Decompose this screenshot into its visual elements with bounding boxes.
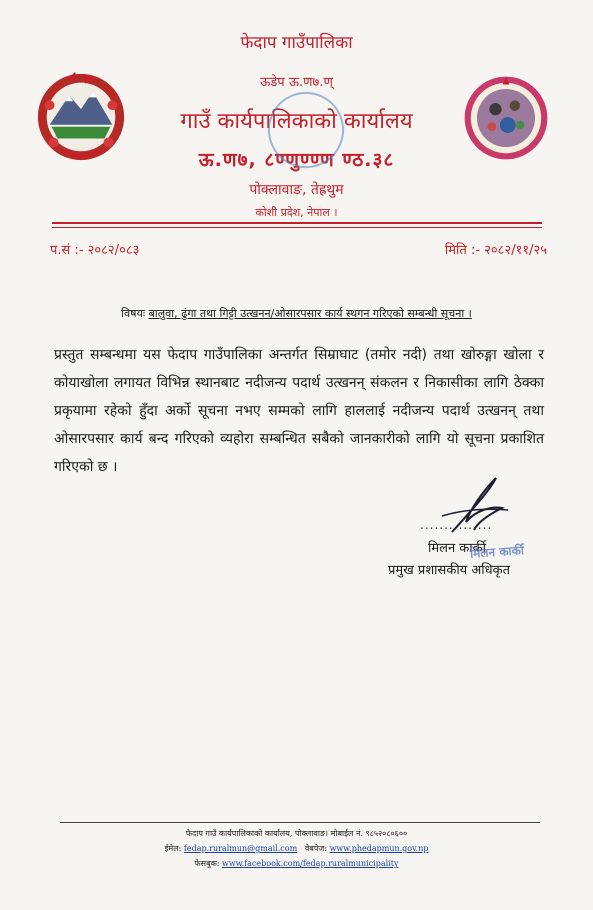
name-stamp: मिलन कार्की (469, 543, 525, 561)
footer-divider (60, 822, 540, 823)
province-line: कोशी प्रदेश, नेपाल । (255, 206, 338, 219)
facebook-link[interactable]: www.facebook.com/fedap.ruralmunicipality (222, 859, 399, 868)
signature-dots: ............... (420, 518, 493, 532)
office-title: गाउँ कार्यपालिकाको कार्यालय (180, 109, 413, 134)
subject-label: विषयः (121, 307, 146, 320)
office-place: पोक्लावाङ, तेह्रथुम (249, 182, 344, 198)
letter-date: मिति :- २०८२/११/२५ (444, 243, 547, 258)
stylized-line: ऊ.ण७, ८ण्णुण्ण्ण ण्ठ.३८ (198, 149, 395, 171)
notice-body: प्रस्तुत सम्बन्धमा यस फेदाप गाउँपालिका अन्तर्गत सिम्राघाट (तमोर नदी) तथा खोरुङ्गा खोला र कोयाखोला लगायत विभिन्न स्थानबाट नदीजन्य पदार्थ उत्खनन् संकलन र निकासीका लागि ठेक्का प्रकृयामा रहेको हुँदा अर्को सूचना नभए सम्मको लागि हाललाई नदीजन्य पदार्थ उत्खनन् तथा ओसारपसार कार्य बन्द गरिएको व्यहोरा सम्बन्धित सबैको जानकारीको लागि यो सूचना प्रकाशित गरिएको छ । (54, 347, 544, 475)
subject-text: बालुवा, ढुंगा तथा गिट्टी उत्खनन/ओसारपसार कार्य स्थगन गरिएको सम्बन्धी सूचना । (148, 307, 472, 320)
footer-facebook (0, 858, 593, 869)
reference-number: प.सं :- २०८२/०८३ (50, 243, 140, 258)
footer-contacts (0, 843, 593, 854)
footer-address: फेदाप गाउँ कार्यपालिकाको कार्यालय, पोक्लावाङ। मोबाईल नं. ९८५२०८०६०० (185, 829, 408, 838)
header-divider-thin (52, 227, 542, 228)
email-label: ईमेल: (164, 844, 182, 853)
code-line: ऊडेप ऊ.ण७.ण् (260, 75, 333, 90)
email-link[interactable]: fedap.ruralmun@gmail.com (183, 844, 298, 853)
facebook-label: फेसबुक: (194, 859, 220, 868)
municipality-name: फेदाप गाउँपालिका (240, 33, 353, 53)
website-label: वेबपेज: (304, 844, 328, 853)
signatory-title: प्रमुख प्रशासकीय अधिकृत (388, 563, 511, 578)
website-link[interactable]: www.phedapmun.gov.np (329, 844, 429, 853)
header-divider (52, 222, 542, 224)
subject-line (0, 306, 593, 321)
signatory-name: मिलन कार्की (428, 541, 487, 556)
